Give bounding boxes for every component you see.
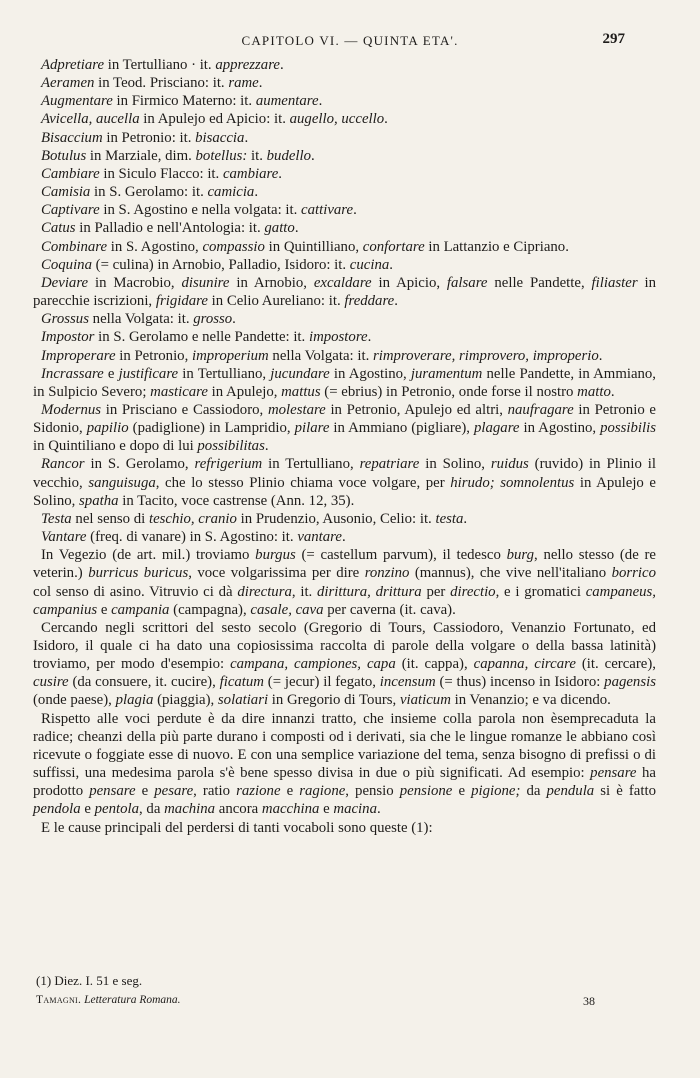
- body-text: , nello stesso (de re veterin.): [33, 547, 657, 582]
- body-text: ha prodotto: [33, 765, 656, 800]
- body-text: (da consuere, it. cucire),: [68, 674, 220, 691]
- body-text: in Tacito, voce castrense (Ann. 12, 35).: [118, 492, 355, 509]
- paragraph-combinare: [33, 238, 656, 256]
- body-text: in S. Gerolamo e nelle Pandette: it.: [94, 329, 309, 346]
- body-text: in Gregorio di Tours,: [268, 692, 400, 709]
- latin-term: Grossus: [41, 311, 89, 328]
- paragraph-testa: [33, 510, 656, 528]
- latin-term: Impostor: [41, 329, 95, 346]
- latin-term: aumentare: [255, 93, 319, 110]
- latin-term: molestare: [267, 401, 326, 418]
- body-text: e: [319, 801, 334, 818]
- latin-term: Augmentare: [41, 93, 113, 110]
- latin-term: macchina: [261, 801, 320, 818]
- body-text: e: [135, 783, 155, 800]
- body-text: .: [341, 529, 346, 546]
- body-text: in Celio Aureliano: it.: [207, 293, 345, 310]
- body-text: , da: [139, 801, 165, 818]
- entry-text: .: [244, 129, 249, 146]
- latin-term: grosso: [193, 311, 233, 328]
- entry-text: .: [279, 57, 284, 73]
- latin-term: budello: [266, 147, 312, 164]
- latin-term: Adpretiare: [41, 57, 105, 73]
- body-text: nella Volgata: it.: [268, 347, 373, 364]
- latin-term: matto: [577, 383, 611, 400]
- body-text: .: [389, 256, 393, 273]
- body-text: in Macrobio,: [88, 274, 182, 291]
- body-text: in Tertulliano,: [178, 365, 271, 382]
- latin-term: ficatum: [219, 674, 264, 691]
- body-text: e: [280, 783, 300, 800]
- latin-term: incensum: [379, 674, 436, 691]
- body-text: .: [232, 311, 236, 328]
- page-number: 297: [602, 31, 625, 47]
- latin-term: Modernus: [41, 401, 102, 418]
- latin-term: Botulus: [41, 147, 87, 164]
- entry-text: in S. Agostino e nella volgata: it.: [99, 202, 302, 219]
- body-text: , it.: [291, 583, 318, 600]
- body-text: col senso di asino. Vitruvio ci dà: [33, 583, 238, 600]
- latin-term: campana, campiones, capa: [230, 656, 396, 673]
- latin-term: teschio, cranio: [148, 510, 237, 527]
- paragraph-improperare: [33, 347, 656, 365]
- latin-term: filiaster: [591, 274, 638, 291]
- body-text: e: [452, 783, 472, 800]
- signature-mark: 38: [583, 994, 595, 1008]
- body-text: in S. Gerolamo,: [84, 456, 195, 473]
- word-entry: [33, 110, 656, 128]
- body-text: Rispetto alle voci perdute è da dire innanzi tratto, che insieme colla parola non èsemprecaduta la radice; cheanzi della più parte durano i composti od i derivati, sia che le lingue romanze le abbiano così ricevute o foggiate esse di nuovo. E con una semplice variazione del tema, senza bisogno di prefissi o di suffissi, una medesima parola s'è bene spesso divisa in due o più significati. Ad esempio:: [33, 710, 656, 782]
- body-text: (padiglione) in Lampridio,: [128, 420, 295, 437]
- latin-term: viaticum: [399, 692, 451, 709]
- body-text: .: [264, 438, 269, 455]
- latin-term: bisaccia: [195, 129, 245, 146]
- latin-term: Incrassare: [41, 365, 104, 382]
- body-text: in Lattanzio e Cipriano.: [424, 238, 569, 255]
- paragraph-modernus: [33, 401, 656, 455]
- latin-term: plagare: [473, 420, 520, 437]
- latin-term: hirudo; somnolentus: [450, 474, 575, 491]
- body-text: si è fatto: [594, 783, 656, 800]
- latin-term: disunire: [181, 274, 230, 291]
- page-body: [33, 56, 656, 837]
- latin-term: capanna, circare: [473, 656, 576, 673]
- paragraph-cause: [33, 819, 656, 837]
- latin-term: solatiari: [217, 692, 269, 709]
- latin-term: augello, uccello: [289, 111, 385, 128]
- body-text: (mannus), che vive nell'italiano: [409, 565, 612, 582]
- latin-term: sanguisuga: [88, 474, 156, 491]
- word-entry: [33, 56, 656, 74]
- paragraph-rancor: [33, 455, 656, 509]
- latin-term: falsare: [446, 274, 488, 291]
- entry-text: in Petronio: it.: [102, 129, 196, 146]
- body-text: .: [610, 383, 615, 400]
- latin-term: razione: [236, 783, 281, 800]
- latin-term: Rancor: [41, 456, 85, 473]
- latin-term: pendula: [546, 783, 595, 800]
- body-text: (onde paese),: [33, 692, 116, 709]
- latin-term: Bisaccium: [41, 129, 103, 146]
- body-text: in Solino,: [419, 456, 491, 473]
- latin-term: borrico: [611, 565, 656, 582]
- latin-term: directio: [450, 583, 496, 600]
- latin-term: plagia: [115, 692, 154, 709]
- word-entry: [33, 165, 656, 183]
- latin-term: cucina: [349, 256, 390, 273]
- latin-term: cusire: [33, 674, 69, 691]
- body-text: (freq. di vanare) in S. Agostino: it.: [86, 529, 298, 546]
- word-entry: [33, 147, 656, 165]
- latin-term: spatha: [79, 492, 119, 509]
- body-text: in Petronio e Sidonio,: [33, 401, 656, 437]
- latin-term: possibilitas: [197, 438, 265, 455]
- body-text: in Apulejo,: [207, 383, 282, 400]
- body-text: e: [80, 801, 95, 818]
- entry-text: in S. Gerolamo: it.: [90, 184, 208, 201]
- entry-text: in Teod. Prisciano: it.: [94, 75, 229, 92]
- latin-term: Avicella, aucella: [41, 111, 140, 128]
- latin-term: Captivare: [41, 202, 100, 219]
- page-footer: [36, 994, 181, 1006]
- word-entry: [33, 92, 656, 110]
- latin-term: Deviare: [41, 274, 89, 291]
- latin-term: pensione: [399, 783, 453, 800]
- latin-term: excaldare: [313, 274, 372, 291]
- body-text: (= jecur) il fegato,: [263, 674, 380, 691]
- body-text: (= culina) in Arnobio, Palladio, Isidoro: it.: [91, 256, 350, 273]
- latin-term: refrigerium: [194, 456, 263, 473]
- body-text: nelle Pandette,: [487, 274, 592, 291]
- latin-term: pagensis: [604, 674, 656, 691]
- latin-term: burricus buricus: [88, 565, 189, 582]
- body-text: Cercando negli scrittori del sesto secolo (Gregorio di Tours, Cassiodoro, Venanzio Fortunato, ed Isidoro, il quale ci ha dato una copiosissima raccolta di parole della volgare o della bassa latinità) troviamo, per modo d'esempio:: [33, 619, 656, 673]
- latin-term: dirittura, drittura: [317, 583, 422, 600]
- entry-text: in Firmico Materno: it.: [112, 93, 256, 110]
- latin-term: casale, cava: [250, 601, 324, 618]
- body-text: .: [463, 510, 468, 527]
- entry-text: .: [254, 184, 259, 201]
- paragraph-grossus: [33, 310, 656, 328]
- latin-term: pensare: [590, 765, 637, 782]
- body-text: in Agostino,: [329, 365, 411, 382]
- footnote: (1) Diez. I. 51 e seg.: [36, 973, 143, 988]
- body-text: E le cause principali del perdersi di tanti vocaboli sono queste (1):: [41, 819, 433, 836]
- latin-term: frigidare: [155, 293, 208, 310]
- paragraph-rispetto: [33, 710, 656, 819]
- latin-term: naufragare: [507, 401, 574, 418]
- latin-term: campania: [111, 601, 170, 618]
- latin-term: possibilis: [600, 420, 656, 437]
- body-text: .: [367, 329, 372, 346]
- latin-term: jucundare: [270, 365, 330, 382]
- body-text: , pensio: [345, 783, 400, 800]
- paragraph-vantare: [33, 528, 656, 546]
- latin-term: pendola: [33, 801, 81, 818]
- latin-term: ragione: [299, 783, 346, 800]
- entry-text: in Siculo Flacco: it.: [99, 165, 223, 182]
- entry-text: .: [258, 75, 263, 92]
- latin-term: gatto: [264, 220, 295, 237]
- latin-term: Camisia: [41, 184, 91, 201]
- word-entry: [33, 219, 656, 237]
- paragraphs: [33, 238, 656, 837]
- body-text: (campagna),: [169, 601, 251, 618]
- latin-term: improperium: [191, 347, 269, 364]
- body-text: per: [421, 583, 451, 600]
- entry-text: .: [278, 165, 282, 182]
- word-entry: [33, 74, 656, 92]
- body-text: nelle Pandette, in Ammiano, in Sulpicio Severo;: [33, 365, 657, 400]
- paragraph-incrassare: [33, 365, 656, 401]
- latin-term: Catus: [41, 220, 76, 237]
- body-text: e: [103, 365, 119, 382]
- entry-text: .: [294, 220, 299, 237]
- latin-term: compassio: [202, 238, 265, 255]
- latin-term: pigione;: [471, 783, 521, 800]
- latin-term: mattus: [281, 383, 321, 400]
- body-text: (piaggia),: [153, 692, 218, 709]
- body-text: (= ebrius) in Petronio, onde forse il nostro: [320, 383, 578, 400]
- latin-term: machina: [164, 801, 216, 818]
- entry-text: in Apulejo ed Apicio: it.: [139, 111, 290, 128]
- latin-term: Aeramen: [41, 75, 95, 92]
- latin-term: apprezzare: [215, 57, 280, 73]
- paragraph-impostor: [33, 328, 656, 346]
- body-text: in Agostino,: [519, 420, 601, 437]
- body-text: e: [97, 601, 112, 618]
- body-text: , ratio: [193, 783, 237, 800]
- latin-term: camicia: [207, 184, 255, 201]
- latin-term: pesare: [154, 783, 194, 800]
- latin-term: campaneus, campanius: [33, 583, 656, 618]
- running-header: CAPITOLO VI. — QUINTA ETA'.: [241, 33, 459, 48]
- body-text: In Vegezio (de art. mil.) troviamo: [41, 547, 256, 564]
- body-text: .: [376, 801, 381, 818]
- body-text: ancora: [215, 801, 262, 818]
- paragraph-deviare: [33, 274, 656, 310]
- body-text: in Tertulliano,: [262, 456, 360, 473]
- latin-term: confortare: [362, 238, 425, 255]
- body-text: .: [394, 293, 398, 310]
- body-text: in Venanzio; e va dicendo.: [450, 692, 611, 709]
- latin-term: directura: [237, 583, 292, 600]
- body-text: per caverna (it. cava).: [323, 601, 456, 618]
- latin-term: impostore: [308, 329, 368, 346]
- body-text: (it. cercare),: [575, 656, 656, 673]
- latin-term: rimproverare, rimprovero, improperio: [372, 347, 599, 364]
- entry-text: in Marziale, dim.: [86, 147, 196, 164]
- latin-term: Cambiare: [41, 165, 100, 182]
- latin-term: papilio: [86, 420, 129, 437]
- latin-term: ruidus: [490, 456, 529, 473]
- latin-term: macina: [333, 801, 377, 818]
- latin-term: masticare: [150, 383, 208, 400]
- latin-term: repatriare: [359, 456, 420, 473]
- body-text: in parecchie iscrizioni,: [33, 274, 656, 310]
- body-text: (ruvido) in Plinio il vecchio,: [33, 456, 656, 491]
- paragraph-coquina: [33, 256, 656, 274]
- word-entry: [33, 183, 656, 201]
- body-text: in Prisciano e Cassiodoro,: [101, 401, 268, 418]
- latin-term: Improperare: [41, 347, 116, 364]
- body-text: in Quintilliano,: [264, 238, 363, 255]
- latin-term: Combinare: [41, 238, 108, 255]
- body-text: in Quintiliano e dopo di lui: [33, 438, 198, 455]
- latin-term: Coquina: [41, 256, 92, 273]
- body-text: in Prudenzio, Ausonio, Celio: it.: [236, 510, 436, 527]
- latin-term: freddare: [344, 293, 395, 310]
- latin-term: vantare: [297, 529, 342, 546]
- word-list: [33, 56, 656, 238]
- body-text: .: [598, 347, 603, 364]
- body-text: , voce volgarissima per dire: [188, 565, 365, 582]
- latin-term: botellus:: [195, 147, 248, 164]
- body-text: (it. cappa),: [395, 656, 474, 673]
- body-text: , che lo stesso Plinio chiama voce volgare, per: [155, 474, 451, 491]
- latin-term: juramentum: [410, 365, 483, 382]
- body-text: da: [520, 783, 547, 800]
- entry-text: in Tertulliano · it.: [104, 57, 216, 73]
- body-text: nel senso di: [71, 510, 149, 527]
- entry-text: .: [384, 111, 388, 128]
- latin-term: pilare: [294, 420, 330, 437]
- latin-term: burgus: [255, 547, 296, 564]
- latin-term: rame: [228, 75, 259, 92]
- body-text: in Petronio,: [115, 347, 192, 364]
- latin-term: ronzino: [364, 565, 410, 582]
- latin-term: justificare: [118, 365, 179, 382]
- latin-term: testa: [435, 510, 464, 527]
- body-text: in Ammiano (pigliare),: [329, 420, 474, 437]
- entry-text: it.: [247, 147, 267, 164]
- body-text: nella Volgata: it.: [88, 311, 194, 328]
- latin-term: pensare: [89, 783, 136, 800]
- latin-term: pentola: [94, 801, 140, 818]
- footer-work: Letteratura Romana.: [84, 994, 181, 1006]
- body-text: in Apicio,: [371, 274, 447, 291]
- latin-term: burg: [506, 547, 534, 564]
- word-entry: [33, 129, 656, 147]
- body-text: (= castellum parvum), il tedesco: [295, 547, 507, 564]
- word-entry: [33, 201, 656, 219]
- body-text: in S. Agostino,: [107, 238, 203, 255]
- body-text: in Petronio, Apulejo ed altri,: [325, 401, 508, 418]
- entry-text: in Palladio e nell'Antologia: it.: [75, 220, 265, 237]
- body-text: in Arnobio,: [229, 274, 314, 291]
- latin-term: cattivare: [301, 202, 354, 219]
- body-text: in Apulejo e Solino,: [33, 474, 656, 509]
- footer-author: Tamagni.: [36, 994, 82, 1006]
- latin-term: Testa: [41, 510, 72, 527]
- latin-term: cambiare: [222, 165, 279, 182]
- latin-term: Vantare: [41, 529, 87, 546]
- paragraph-vegezio: [33, 546, 656, 619]
- entry-text: .: [353, 202, 357, 219]
- paragraph-cercando: [33, 619, 656, 710]
- entry-text: .: [318, 93, 323, 110]
- body-text: , e i gromatici: [495, 583, 586, 600]
- body-text: (= thus) incenso in Isidoro:: [435, 674, 605, 691]
- entry-text: .: [311, 147, 315, 164]
